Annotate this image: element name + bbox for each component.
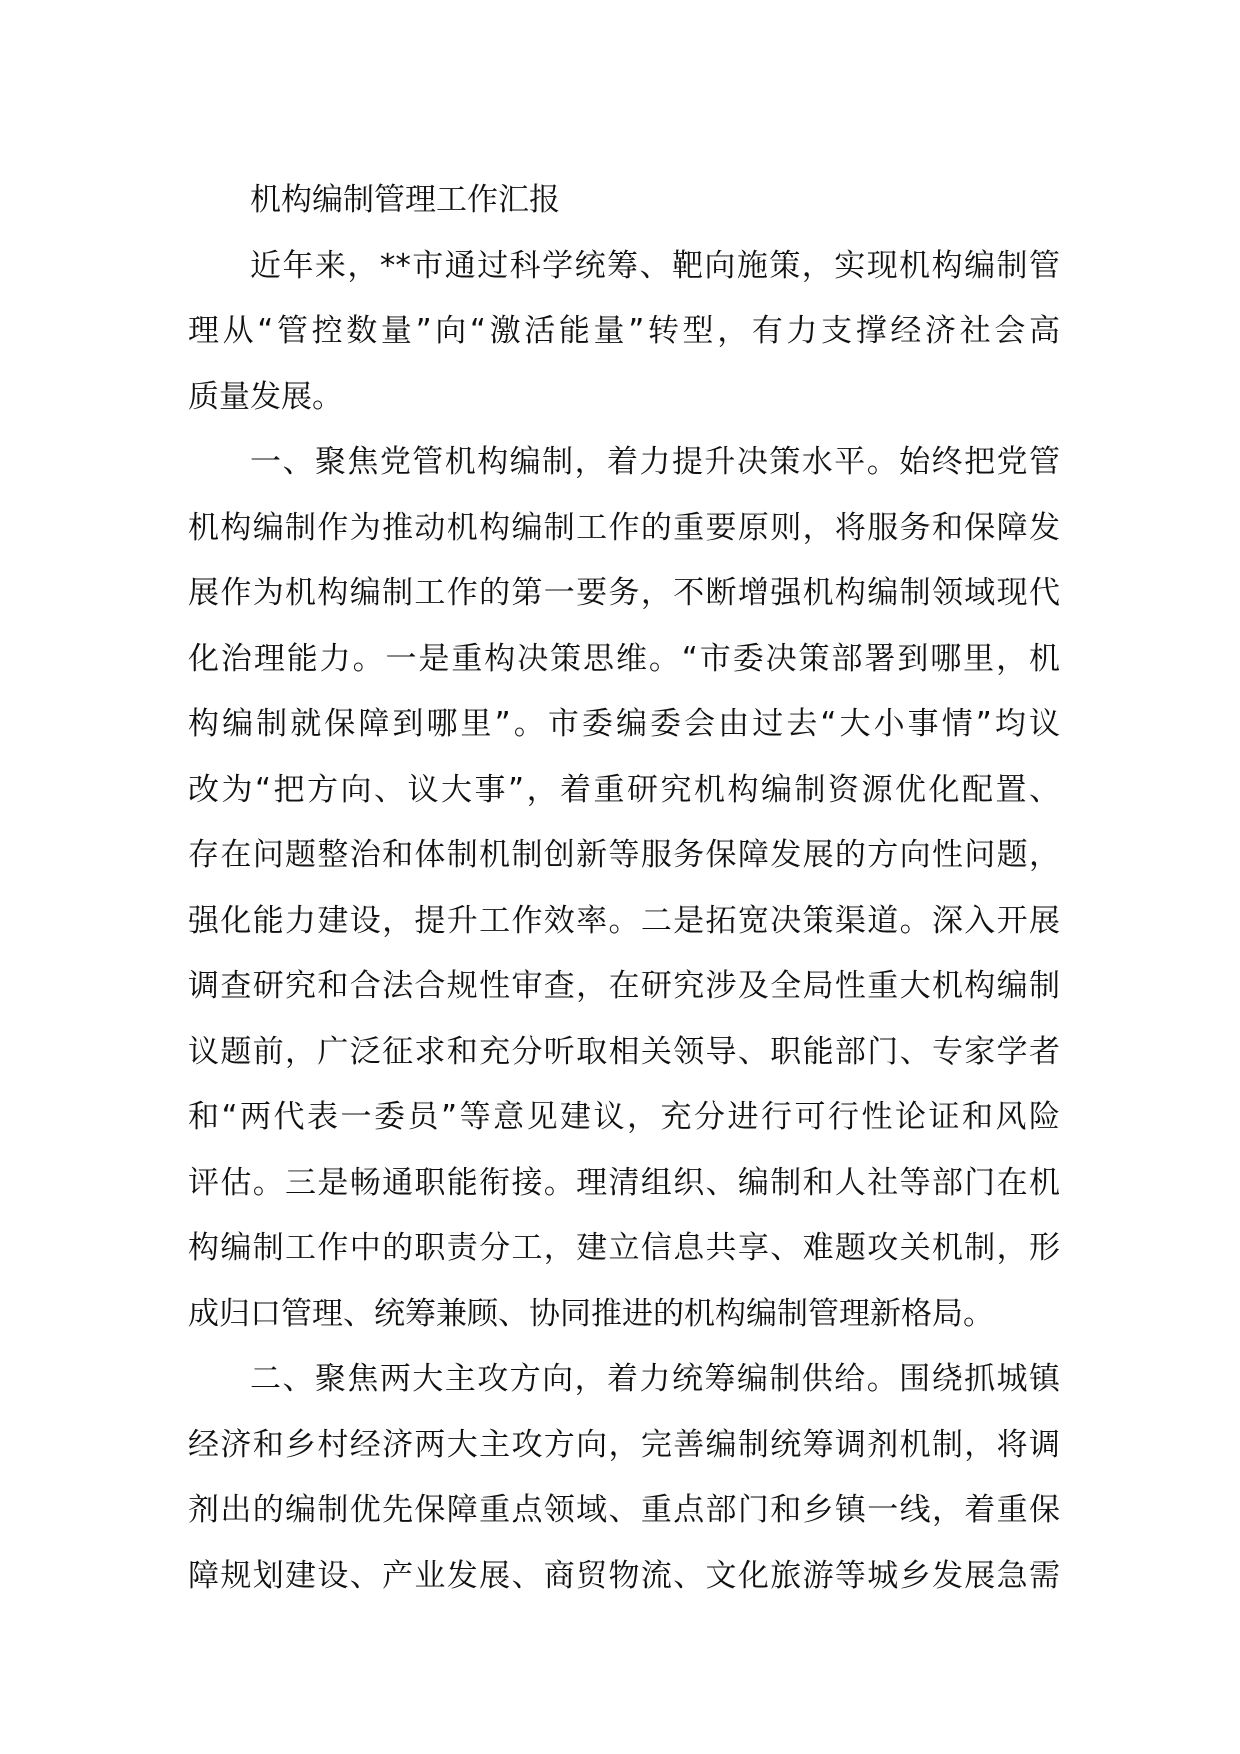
text-line: 障规划建设、产业发展、商贸物流、文化旅游等城乡发展急需 — [188, 1557, 1060, 1594]
text-line: 构编制工作中的职责分工，建立信息共享、难题攻关机制，形 — [188, 1230, 1060, 1266]
document-page — [188, 168, 1060, 1609]
text-line: 议题前，广泛征求和充分听取相关领导、职能部门、专家学者 — [188, 1033, 1060, 1070]
text-line: 近年来，**市通过科学统筹、靶向施策，实现机构编制管 — [250, 247, 1060, 284]
text-line: 评估。三是畅通职能衔接。理清组织、编制和人社等部门在机 — [188, 1164, 1060, 1201]
paragraph-intro — [188, 234, 1060, 431]
text-line: 成归口管理、统筹兼顾、协同推进的机构编制管理新格局。 — [188, 1295, 994, 1332]
text-line: 存在问题整治和体制机制创新等服务保障发展的方向性问题， — [188, 837, 1060, 873]
text-line: 理从“管控数量”向“激活能量”转型，有力支撑经济社会高 — [188, 313, 1060, 349]
text-line: 二、聚焦两大主攻方向，着力统筹编制供给。围绕抓城镇 — [250, 1361, 1060, 1397]
text-line: 构编制就保障到哪里”。市委编委会由过去“大小事情”均议 — [188, 706, 1060, 742]
text-line: 质量发展。 — [188, 378, 343, 415]
text-line: 展作为机构编制工作的第一要务，不断增强机构编制领域现代 — [188, 575, 1060, 611]
text-line: 机构编制作为推动机构编制工作的重要原则，将服务和保障发 — [188, 509, 1060, 546]
text-line: 改为“把方向、议大事”，着重研究机构编制资源优化配置、 — [188, 771, 1060, 808]
text-line: 经济和乡村经济两大主攻方向，完善编制统筹调剂机制，将调 — [188, 1426, 1060, 1463]
text-line: 强化能力建设，提升工作效率。二是拓宽决策渠道。深入开展 — [188, 902, 1060, 939]
text-line: 调查研究和合法合规性审查，在研究涉及全局性重大机构编制 — [188, 968, 1060, 1004]
paragraph-section-2 — [188, 1347, 1060, 1609]
text-line: 化治理能力。一是重构决策思维。“市委决策部署到哪里，机 — [188, 640, 1060, 677]
text-line: 一、聚焦党管机构编制，着力提升决策水平。始终把党管 — [250, 444, 1060, 480]
text-line: 剂出的编制优先保障重点领域、重点部门和乡镇一线，着重保 — [188, 1492, 1060, 1528]
document-title: 机构编制管理工作汇报 — [250, 182, 560, 218]
text-line: 和“两代表一委员”等意见建议，充分进行可行性论证和风险 — [188, 1099, 1060, 1135]
paragraph-section-1 — [188, 430, 1060, 1347]
